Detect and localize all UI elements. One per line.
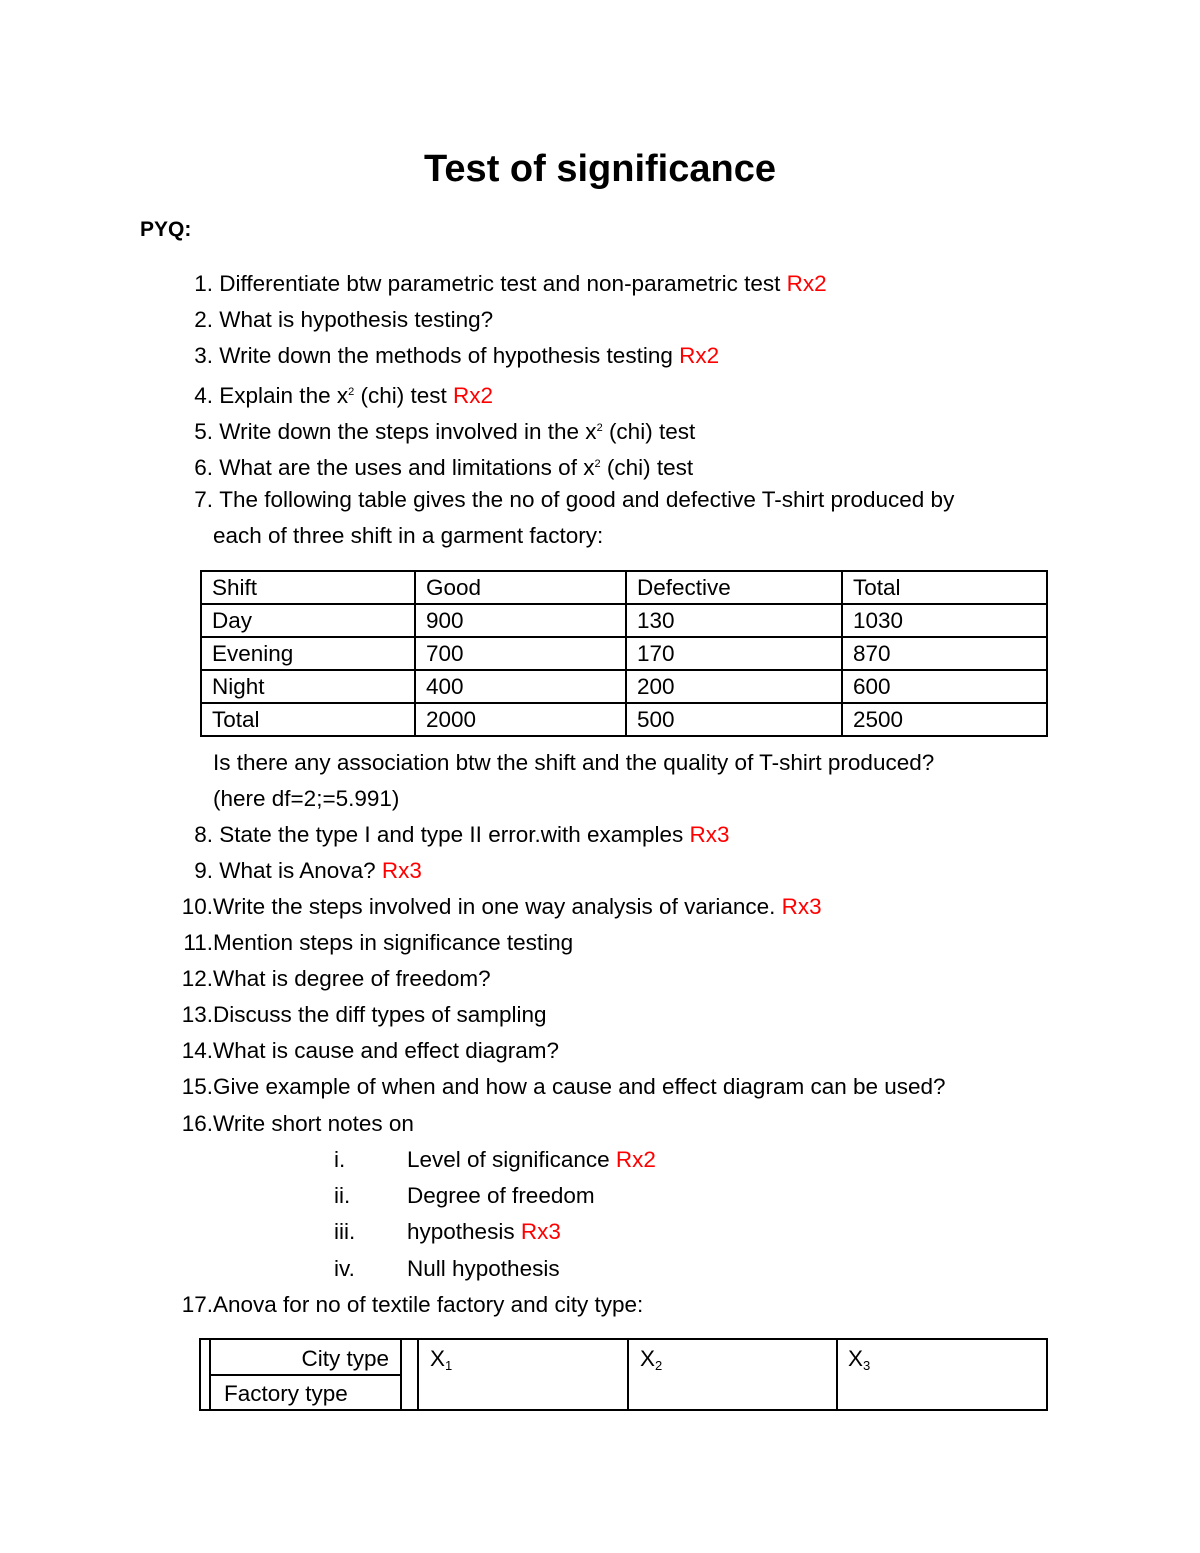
question-9 [140, 853, 1080, 889]
question-13 [140, 997, 1080, 1033]
table-cell: 870 [842, 637, 1047, 670]
table-cell: 700 [415, 637, 626, 670]
table-cell: 200 [626, 670, 842, 703]
question-number: 15. [181, 1074, 213, 1099]
question-text: What is cause and effect diagram? [213, 1038, 560, 1063]
short-note-text: hypothesis Rx3 [407, 1219, 561, 1244]
page-title: Test of significance [424, 148, 776, 190]
question-text: Write short notes on [213, 1111, 414, 1136]
question-number: 8. [194, 822, 213, 847]
table-cell: 1030 [842, 604, 1047, 637]
table-cell: 600 [842, 670, 1047, 703]
question-14 [140, 1033, 1080, 1069]
question-15 [140, 1069, 1080, 1105]
question-text: Give example of when and how a cause and effect diagram can be used? [213, 1074, 946, 1099]
question-number: 7. [194, 487, 213, 512]
column-header-x3: $X_3$ [848, 1346, 871, 1373]
question-text: Mention steps in significance testing [213, 930, 574, 955]
shift-table [200, 570, 1048, 737]
table-header-cell: Shift [201, 571, 415, 604]
question-7 [140, 482, 1080, 518]
question-text: Differentiate btw parametric test and non-parametric test Rx2 [219, 271, 827, 296]
repeat-tag: Rx2 [679, 343, 720, 368]
column-header-x1: $X_1$ [430, 1346, 453, 1373]
question-text: Write the steps involved in one way analysis of variance. Rx3 [213, 894, 822, 919]
short-note-text: Null hypothesis [407, 1256, 560, 1281]
question-2 [140, 302, 1080, 338]
question-16 [140, 1106, 1080, 1142]
question-number: 1. [194, 271, 213, 296]
table-cell: 2500 [842, 703, 1047, 736]
table-row [201, 670, 1047, 703]
question-3 [140, 338, 1080, 374]
table-cell: 2000 [415, 703, 626, 736]
table-header-cell: Good [415, 571, 626, 604]
repeat-tag: Rx3 [381, 858, 422, 883]
question-number: 17. [181, 1292, 213, 1317]
table-cell: 900 [415, 604, 626, 637]
table-row [201, 637, 1047, 670]
table-cell: 400 [415, 670, 626, 703]
question-text: Explain the $x^2$ (chi) test Rx2 [219, 383, 494, 408]
question-number: 3. [194, 343, 213, 368]
table-divider [417, 1338, 419, 1411]
table-cell: Night [201, 670, 415, 703]
question-11 [140, 925, 1080, 961]
question-8 [140, 817, 1080, 853]
short-note-text: Level of significance Rx2 [407, 1147, 656, 1172]
repeat-tag: Rx2 [615, 1147, 656, 1172]
table-row [201, 703, 1047, 736]
question-number: 6. [194, 455, 213, 480]
question-text: Discuss the diff types of sampling [213, 1002, 547, 1027]
roman-numeral: i. [334, 1147, 346, 1172]
question-number: 5. [194, 419, 213, 444]
roman-numeral: ii. [334, 1183, 351, 1208]
question-number: 4. [194, 383, 213, 408]
question-text: The following table gives the no of good and defective T-shirt produced by [219, 487, 955, 512]
table-cell: 130 [626, 604, 842, 637]
table-question-line-1: Is there any association btw the shift and the quality of T-shirt produced? [213, 750, 935, 775]
question-text: Anova for no of textile factory and city type: [213, 1292, 644, 1317]
roman-numeral: iv. [334, 1256, 355, 1281]
question-number: 2. [194, 307, 213, 332]
question-text: What is degree of freedom? [213, 966, 491, 991]
repeat-tag: Rx2 [786, 271, 827, 296]
question-text: What is hypothesis testing? [219, 307, 494, 332]
table-divider [836, 1338, 838, 1411]
roman-numeral: iii. [334, 1219, 356, 1244]
question-17 [140, 1287, 1080, 1323]
question-6 [140, 446, 1080, 486]
repeat-tag: Rx3 [689, 822, 730, 847]
question-text: Write down the steps involved in the $x^2$ (chi) test [219, 419, 696, 444]
table-cell: Day [201, 604, 415, 637]
question-number: 16. [181, 1111, 213, 1136]
table-header-row [201, 571, 1047, 604]
question-number: 14. [181, 1038, 213, 1063]
table-row [201, 604, 1047, 637]
question-1 [140, 266, 1080, 302]
table-divider [211, 1374, 400, 1376]
repeat-tag: Rx2 [453, 383, 494, 408]
question-number: 9. [194, 858, 213, 883]
column-header-x2: $X_2$ [640, 1346, 663, 1373]
question-10 [140, 889, 1080, 925]
question-text: State the type I and type II error.with examples Rx3 [219, 822, 730, 847]
table-divider [400, 1338, 402, 1411]
question-5 [140, 410, 1080, 450]
short-note-text: Degree of freedom [407, 1183, 595, 1208]
table-cell: Evening [201, 637, 415, 670]
pyq-label: PYQ: [140, 218, 192, 241]
repeat-tag: Rx3 [520, 1219, 561, 1244]
table-cell: 170 [626, 637, 842, 670]
table-header-cell: Total [842, 571, 1047, 604]
repeat-tag: Rx3 [781, 894, 822, 919]
table-question-line-2: (here df=2;=5.991) [213, 786, 400, 811]
city-type-label: City type [301, 1346, 389, 1371]
question-number: 13. [181, 1002, 213, 1027]
question-number: 10. [181, 894, 213, 919]
table-header-cell: Defective [626, 571, 842, 604]
question-text: What is Anova? Rx3 [219, 858, 422, 883]
factory-type-label: Factory type [224, 1381, 348, 1406]
question-12 [140, 961, 1080, 997]
question-7-continuation: each of three shift in a garment factory: [213, 523, 604, 548]
question-text: What are the uses and limitations of $x^2$ (chi) test [219, 455, 694, 480]
question-number: 12. [181, 966, 213, 991]
table-divider [627, 1338, 629, 1411]
question-4 [140, 374, 1080, 414]
table-cell: 500 [626, 703, 842, 736]
question-text: Write down the methods of hypothesis testing Rx2 [219, 343, 720, 368]
question-number: 11. [183, 930, 213, 955]
table-cell: Total [201, 703, 415, 736]
